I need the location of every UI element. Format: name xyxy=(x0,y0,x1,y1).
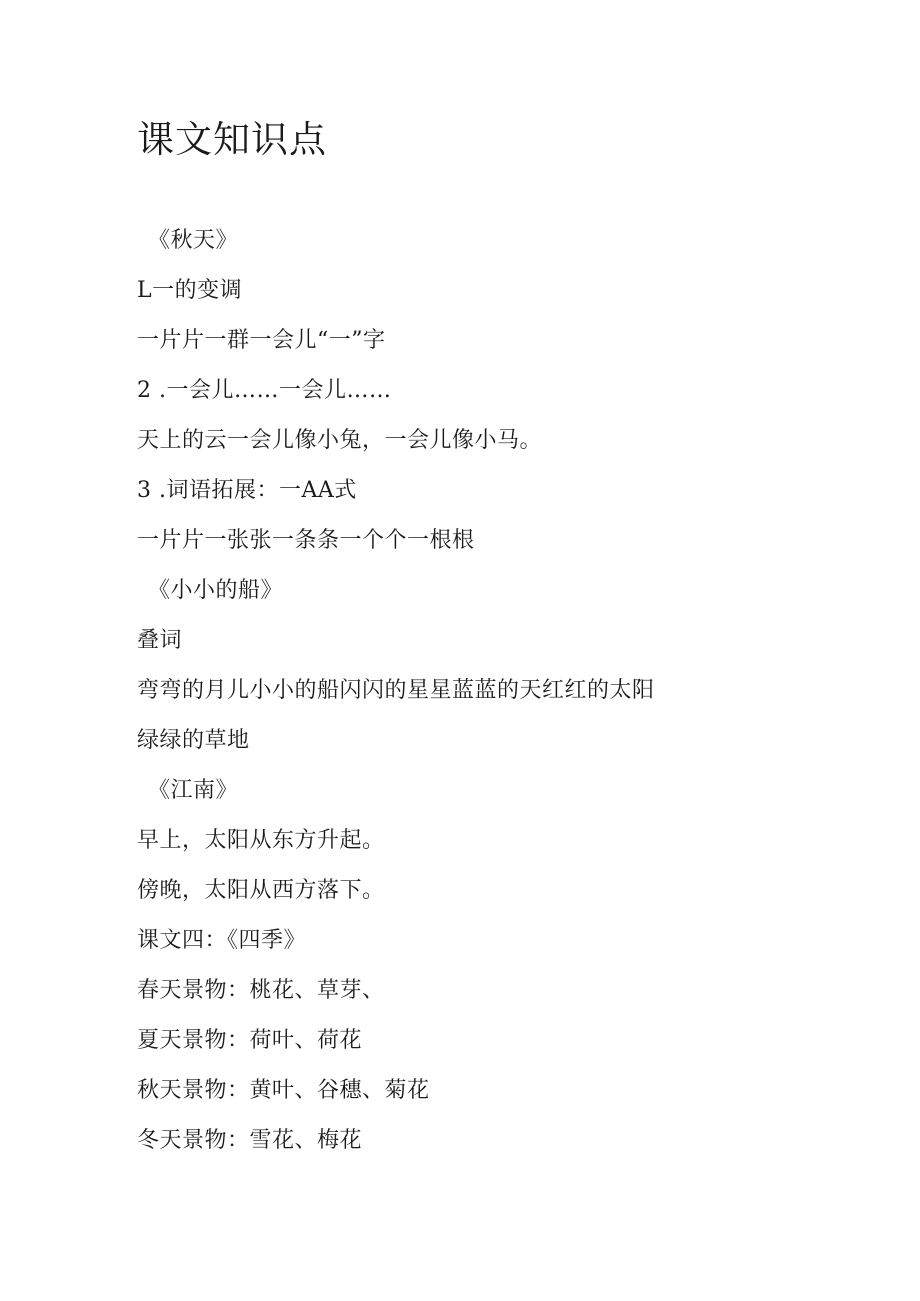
text-line: 天上的云一会儿像小兔，一会儿像小马。 xyxy=(137,428,543,453)
text-line: 春天景物：桃花、草芽、 xyxy=(137,978,385,1003)
text-line: 夏天景物：荷叶、荷花 xyxy=(137,1028,363,1053)
text-line: 一片片一群一会儿“一”字 xyxy=(137,328,386,353)
text-line: 一片片一张张一条条一个个一根根 xyxy=(137,528,475,553)
lesson-heading-autumn: 《秋天》 xyxy=(148,228,239,253)
text-line: 早上，太阳从东方升起。 xyxy=(137,828,385,853)
lesson-heading-little-boat: 《小小的船》 xyxy=(148,578,284,603)
text-line: 2 .一会儿……一会儿…… xyxy=(137,378,392,403)
text-line: 弯弯的月儿小小的船闪闪的星星蓝蓝的天红红的太阳 xyxy=(137,678,655,703)
lesson-heading-jiangnan: 《江南》 xyxy=(148,778,239,803)
page-title: 课文知识点 xyxy=(137,118,327,161)
text-line: 秋天景物：黄叶、谷穗、菊花 xyxy=(137,1078,430,1103)
text-line: 叠词 xyxy=(137,628,183,653)
text-line: L一的变调 xyxy=(137,278,243,303)
text-line: 傍晚，太阳从西方落下。 xyxy=(137,878,385,903)
text-line: 3 .词语拓展：一AA式 xyxy=(137,478,357,503)
text-line: 绿绿的草地 xyxy=(137,728,250,753)
lesson-heading-four-seasons: 课文四：《四季》 xyxy=(137,928,307,953)
text-line: 冬天景物：雪花、梅花 xyxy=(137,1128,363,1153)
